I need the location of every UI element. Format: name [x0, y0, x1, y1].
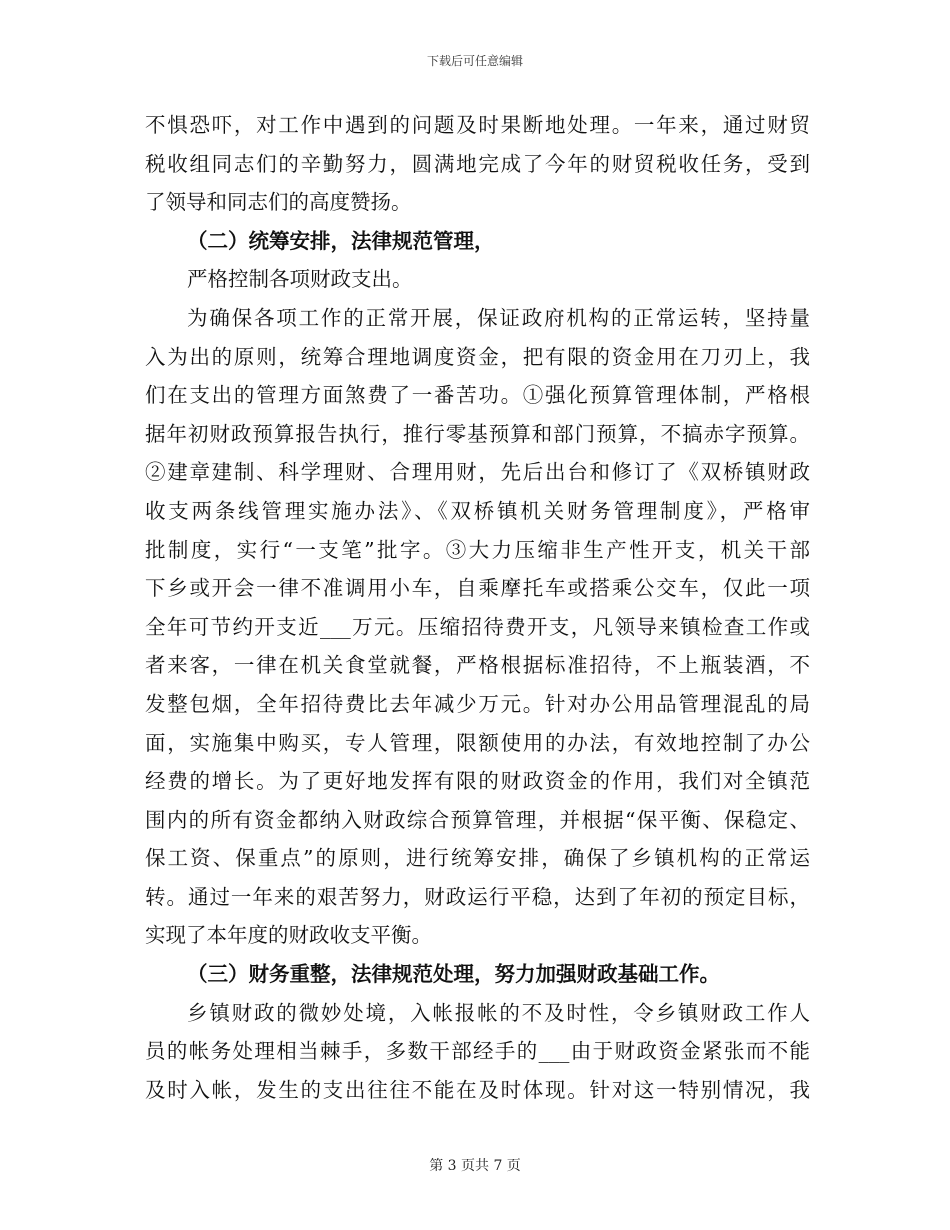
- text-line: 保工资、保重点”的原则，进行统筹安排，确保了乡镇机构的正常运: [145, 846, 810, 871]
- text-line: 严格控制各项财政支出。: [187, 267, 413, 292]
- text-line: 批制度，实行“一支笔”批字。③大力压缩非生产性开支，机关干部: [145, 537, 810, 562]
- text-line: 们在支出的管理方面煞费了一番苦功。①强化预算管理体制，严格根: [145, 383, 810, 408]
- section-heading-line: （二）统筹安排，法律规范管理，: [187, 228, 495, 253]
- text-line: 员的帐务处理相当棘手，多数干部经手的___由于财政资金紧张而不能: [145, 1039, 810, 1064]
- text-line: 围内的所有资金都纳入财政综合预算管理，并根据“保平衡、保稳定、: [145, 807, 810, 832]
- text-line: 乡镇财政的微妙处境，入帐报帐的不及时性，令乡镇财政工作人: [187, 1000, 810, 1025]
- text-line: 税收组同志们的辛勤努力，圆满地完成了今年的财贸税收任务，受到: [145, 151, 810, 176]
- text-line: 转。通过一年来的艰苦努力，财政运行平稳，达到了年初的预定目标，: [145, 884, 810, 909]
- text-line: 据年初财政预算报告执行，推行零基预算和部门预算，不搞赤字预算。: [145, 421, 810, 446]
- text-line: 下乡或开会一律不准调用小车，自乘摩托车或搭乘公交车，仅此一项: [145, 576, 810, 601]
- text-line: 不惧恐吓，对工作中遇到的问题及时果断地处理。一年来，通过财贸: [145, 113, 810, 137]
- text-line: 入为出的原则，统筹合理地调度资金，把有限的资金用在刀刃上，我: [145, 344, 810, 369]
- section-heading-line: （三）财务重整，法律规范处理，努力加强财政基础工作。: [187, 962, 720, 987]
- page-footer: 第 3 页共 7 页: [429, 1158, 521, 1174]
- text-line: 实现了本年度的财政收支平衡。: [145, 923, 432, 948]
- text-line: 了领导和同志们的高度赞扬。: [145, 190, 412, 215]
- text-line: ②建章建制、科学理财、合理用财，先后出台和修订了《双桥镇财政: [145, 460, 810, 485]
- text-line: 经费的增长。为了更好地发挥有限的财政资金的作用，我们对全镇范: [145, 769, 810, 794]
- page-header: 下载后可任意编辑: [426, 54, 523, 68]
- text-line: 全年可节约开支近___万元。压缩招待费开支，凡领导来镇检查工作或: [145, 614, 810, 639]
- text-line: 者来客，一律在机关食堂就餐，严格根据标准招待，不上瓶装酒，不: [145, 653, 810, 678]
- text-line: 发整包烟，全年招待费比去年减少万元。针对办公用品管理混乱的局: [145, 691, 810, 716]
- text-line: 及时入帐，发生的支出往往不能在及时体现。针对这一特别情况，我: [145, 1077, 810, 1102]
- text-line: 为确保各项工作的正常开展，保证政府机构的正常运转，坚持量: [187, 305, 810, 330]
- text-line: 收支两条线管理实施办法》、《双桥镇机关财务管理制度》，严格审: [145, 498, 810, 523]
- text-line: 面，实施集中购买，专人管理，限额使用的办法，有效地控制了办公: [145, 730, 810, 755]
- document-body: [145, 106, 810, 1109]
